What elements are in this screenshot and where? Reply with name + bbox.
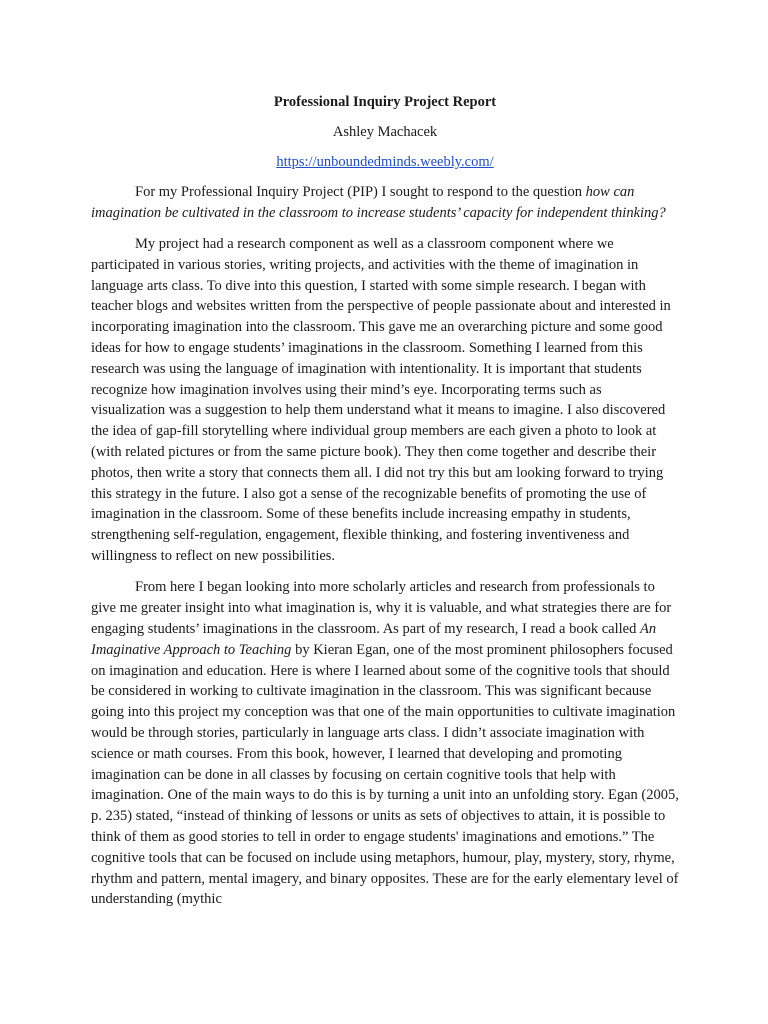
paragraph-intro [91,182,679,224]
scholarly-text-end: by Kieran Egan, one of the most prominent philosophers focused on imagination and education. Here is where I learned about some of the cognitive tools that should be considered in working to cultivate imagination in the classroom. This was significant because going into this project my conception was that one of the main opportunities to cultivate imagination would be through stories, particularly in language arts class. I didn’t associate imagination with science or math courses. From this book, however, I learned that developing and promoting imagination can be done in all classes by focusing on certain cognitive tools that help with imagination. One of the main ways to do this is by turning a unit into an unfolding story. Egan (2005, p. 235) stated, “instead of thinking of lessons or units as sets of objectives to attain, it is possible to think of them as good stories to tell in order to engage students' imaginations and emotions.” The cognitive tools that can be focused on include using metaphors, humour, play, mystery, story, rhyme, rhythm and pattern, mental imagery, and binary opposites. These are for the early elementary level of understanding (mythic [91,641,679,908]
author-name: Ashley Machacek [332,124,438,140]
document-title: Professional Inquiry Project Report [273,94,497,110]
book-title: An Imaginative Approach to Teaching [91,620,657,658]
paragraph-scholarly [91,577,679,910]
scholarly-text-start: From here I began looking into more scholarly articles and research from professionals to give me greater insight into what imagination is, why it is valuable, and what strategies there are for engaging students’ imaginations in the classroom. As part of my research, I read a book called [91,579,672,637]
website-link[interactable]: https://unboundedminds.weebly.com/ [276,154,494,170]
inquiry-question: how can imagination be cultivated in the classroom to increase students’ capacity for independent thinking? [91,184,666,221]
website-link-line [91,152,679,172]
paragraph-research: My project had a research component as well as a classroom component where we participated in various stories, writing projects, and activities with the theme of imagination in language arts class. To dive into this question, I started with some simple research. I began with teacher blogs and websites written from the perspective of people passionate about and interested in incorporating imagination into the classroom. This gave me an overarching picture and some good ideas for how to engage students’ imaginations in the classroom. Something I learned from this research was using the language of imagination with intentionality. It is important that students recognize how imagination involves using their mind’s eye. Incorporating terms such as visualization was a suggestion to help them understand what it means to imagine. I also discovered the idea of gap-fill storytelling where individual group members are each given a photo to look at (with related pictures or from the same picture book). They then come together and describe their photos, then write a story that connects them all. I did not try this but am looking forward to trying this strategy in the future. I also got a sense of the recognizable benefits of promoting the use of imagination in the classroom. Some of these benefits include increasing empathy in students, strengthening self-regulation, engagement, flexible thinking, and fostering inventiveness and willingness to reflect on new possibilities. [91,236,671,565]
intro-text: For my Professional Inquiry Project (PIP) I sought to respond to the question [135,184,586,200]
document-body [91,92,679,921]
